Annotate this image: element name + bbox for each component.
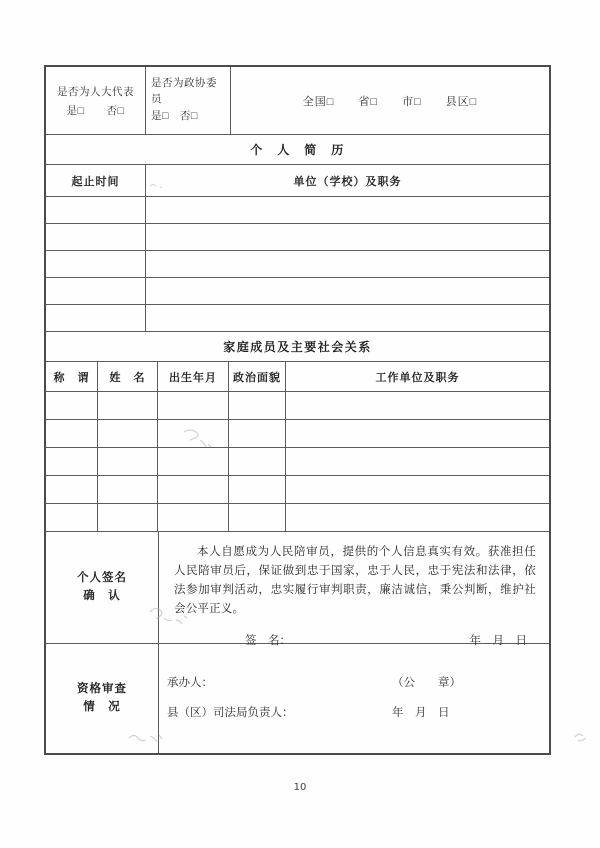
resume-col-time: 起止时间 — [46, 165, 146, 196]
resume-empty-row — [46, 197, 549, 224]
signature-label-line1: 个人签名 — [77, 571, 127, 584]
family-section-title: 家庭成员及主要社会关系 — [223, 340, 372, 354]
signature-section-label — [46, 532, 159, 643]
resume-time-cell — [46, 305, 146, 331]
signature-name-label: 签 名： — [245, 635, 291, 647]
family-col-politics: 政治面貌 — [229, 362, 286, 391]
signature-date-label: 年 月 日 — [469, 635, 527, 647]
signature-label-line2: 确 认 — [83, 589, 121, 602]
family-work-cell — [286, 392, 549, 419]
family-politics-cell — [229, 392, 286, 419]
family-birth-cell — [158, 392, 229, 419]
review-section-row — [46, 644, 549, 753]
representative-status-row — [46, 67, 549, 135]
family-empty-row — [46, 504, 549, 532]
family-politics-cell — [229, 504, 286, 531]
family-relation-cell — [46, 448, 98, 475]
resume-empty-row — [46, 278, 549, 305]
review-responsible-line — [167, 706, 549, 721]
family-section-title-row — [46, 332, 549, 362]
justice-bureau-label: 县（区）司法局负责人： — [167, 707, 294, 719]
resume-time-cell — [46, 197, 146, 223]
family-empty-row — [46, 420, 549, 448]
npc-deputy-label: 是否为人大代表 — [57, 86, 134, 98]
resume-empty-row — [46, 305, 549, 332]
review-label-line1: 资格审查 — [77, 682, 127, 695]
family-col-name: 姓 名 — [98, 362, 158, 391]
family-name-cell — [98, 448, 158, 475]
cppcc-member-checkboxes: 是□ 否□ — [151, 110, 198, 122]
resume-section-title: 个 人 简 历 — [250, 143, 345, 157]
review-undertaker-line — [167, 676, 549, 691]
official-seal-label: （公 章） — [392, 677, 461, 689]
resume-time-cell — [46, 224, 146, 250]
resume-unit-cell — [146, 224, 549, 250]
family-col-relation: 称 谓 — [46, 362, 98, 391]
resume-time-cell — [46, 278, 146, 304]
family-politics-cell — [229, 420, 286, 447]
family-politics-cell — [229, 448, 286, 475]
family-name-cell — [98, 476, 158, 503]
family-relation-cell — [46, 504, 98, 531]
signature-section-row — [46, 532, 549, 647]
family-relation-cell — [46, 420, 98, 447]
family-name-cell — [98, 392, 158, 419]
family-birth-cell — [158, 420, 229, 447]
family-empty-row — [46, 476, 549, 504]
review-section-label — [46, 644, 159, 753]
resume-time-cell — [46, 251, 146, 277]
family-name-cell — [98, 420, 158, 447]
undertaker-label: 承办人： — [167, 677, 213, 689]
resume-empty-row — [46, 224, 549, 251]
cppcc-member-cell — [146, 67, 231, 134]
resume-col-unit: 单位（学校）及职务 — [293, 175, 402, 188]
review-date-label: 年 月 日 — [392, 707, 450, 719]
resume-unit-cell — [146, 305, 549, 331]
level-checkboxes-cell — [231, 67, 549, 134]
family-work-cell — [286, 448, 549, 475]
resume-empty-row — [46, 251, 549, 278]
resume-unit-cell — [146, 197, 549, 223]
resume-unit-cell — [146, 278, 549, 304]
family-header-row — [46, 362, 549, 392]
family-birth-cell — [158, 504, 229, 531]
family-col-work: 工作单位及职务 — [375, 371, 460, 384]
family-work-cell — [286, 476, 549, 503]
signature-statement-cell — [159, 532, 549, 647]
resume-unit-cell — [146, 251, 549, 277]
family-relation-cell — [46, 392, 98, 419]
cppcc-member-label: 是否为政协委员 — [151, 78, 217, 106]
family-birth-cell — [158, 476, 229, 503]
review-label-line2: 情 况 — [83, 700, 121, 713]
page-number: 10 — [293, 782, 307, 793]
npc-deputy-cell — [46, 67, 146, 134]
pencil-smudge — [572, 728, 590, 746]
juror-application-form — [44, 65, 551, 755]
family-empty-row — [46, 448, 549, 476]
family-empty-row — [46, 392, 549, 420]
family-work-cell — [286, 504, 549, 531]
signature-statement: 本人自愿成为人民陪审员，提供的个人信息真实有效。获准担任人民陪审员后，保证做到忠于国家，忠于人民，忠于宪法和法律，依法参加审判活动，忠实履行审判职责，廉洁诚信，秉公判断，维护社会公平正义。 — [174, 546, 536, 615]
family-work-cell — [286, 420, 549, 447]
resume-header-row — [46, 165, 549, 197]
family-relation-cell — [46, 476, 98, 503]
resume-section-title-row — [46, 135, 549, 165]
family-name-cell — [98, 504, 158, 531]
family-birth-cell — [158, 448, 229, 475]
level-checkboxes: 全国□ 省□ 市□ 县区□ — [302, 95, 478, 108]
npc-deputy-checkboxes: 是□ 否□ — [66, 105, 125, 117]
family-col-birth: 出生年月 — [158, 362, 229, 391]
family-politics-cell — [229, 476, 286, 503]
review-content-cell — [159, 644, 549, 753]
